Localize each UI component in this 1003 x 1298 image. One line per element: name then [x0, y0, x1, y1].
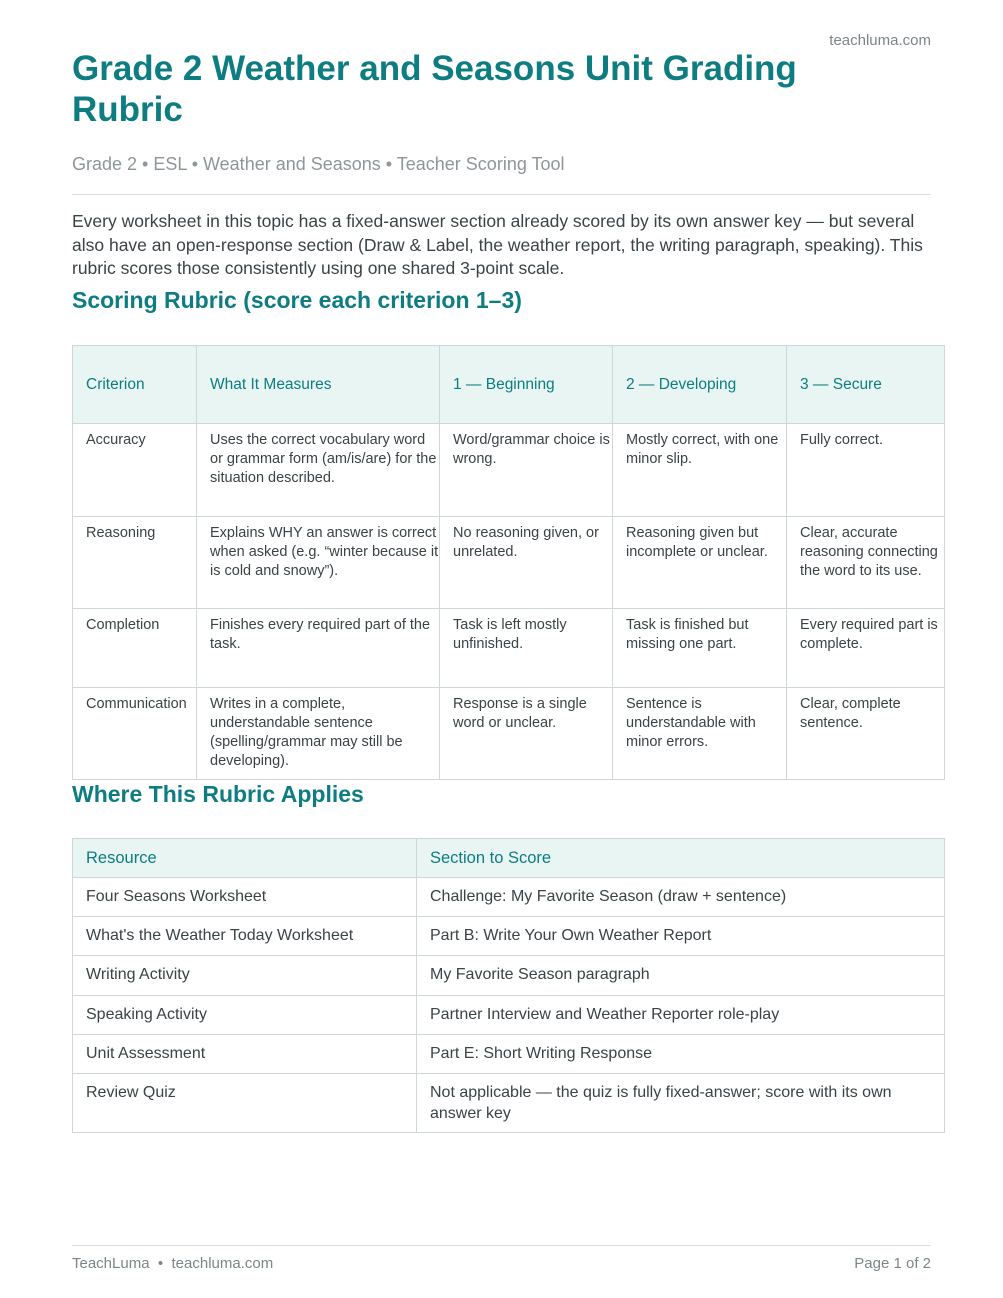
- site-url: teachluma.com: [829, 32, 931, 49]
- secure-cell: Every required part is complete.: [787, 609, 945, 688]
- rubric-col-beginning: 1 — Beginning: [440, 346, 613, 424]
- beginning-cell: No reasoning given, or unrelated.: [440, 517, 613, 609]
- section-cell: Part B: Write Your Own Weather Report: [417, 917, 945, 956]
- footer-divider: [72, 1245, 931, 1246]
- developing-cell: Mostly correct, with one minor slip.: [613, 424, 787, 517]
- secure-cell: Fully correct.: [787, 424, 945, 517]
- intro-paragraph: Every worksheet in this topic has a fixed-answer section already scored by its own answer key — but several also have an open-response section (Draw & Label, the weather report, the writing paragraph, speaking). This rubric scores those consistently using one shared 3-point scale.: [72, 211, 923, 278]
- criterion-cell: Reasoning: [73, 517, 197, 609]
- resource-cell: Speaking Activity: [73, 996, 417, 1035]
- section-cell: Challenge: My Favorite Season (draw + sentence): [417, 878, 945, 917]
- measures-cell: Explains WHY an answer is correct when asked (e.g. “winter because it is cold and snowy”).: [197, 517, 440, 609]
- section-cell: Part E: Short Writing Response: [417, 1035, 945, 1074]
- secure-cell: Clear, accurate reasoning connecting the word to its use.: [787, 517, 945, 609]
- table-row: [73, 688, 945, 780]
- rubric-header-row: [73, 346, 945, 424]
- resource-cell: Unit Assessment: [73, 1035, 417, 1074]
- developing-cell: Reasoning given but incomplete or unclear.: [613, 517, 787, 609]
- footer-brand: [72, 1255, 273, 1272]
- footer-separator: •: [157, 1255, 164, 1272]
- resource-cell: What's the Weather Today Worksheet: [73, 917, 417, 956]
- table-row: [73, 956, 945, 996]
- section-cell: My Favorite Season paragraph: [417, 956, 945, 996]
- page-number: Page 1 of 2: [854, 1255, 931, 1272]
- developing-cell: Task is finished but missing one part.: [613, 609, 787, 688]
- table-row: [73, 517, 945, 609]
- table-row: [73, 917, 945, 956]
- section-cell: Not applicable — the quiz is fully fixed-answer; score with its own answer key: [417, 1074, 945, 1133]
- applies-col-resource: Resource: [73, 839, 417, 878]
- measures-cell: Writes in a complete, understandable sentence (spelling/grammar may still be developing).: [197, 688, 440, 780]
- header-divider: [72, 194, 931, 195]
- table-row: [73, 1035, 945, 1074]
- beginning-cell: Word/grammar choice is wrong.: [440, 424, 613, 517]
- resource-cell: Review Quiz: [73, 1074, 417, 1133]
- criterion-cell: Completion: [73, 609, 197, 688]
- secure-cell: Clear, complete sentence.: [787, 688, 945, 780]
- beginning-cell: Response is a single word or unclear.: [440, 688, 613, 780]
- page-title: Grade 2 Weather and Seasons Unit Grading Rubric: [72, 49, 797, 129]
- table-row: [73, 878, 945, 917]
- table-row: [73, 996, 945, 1035]
- beginning-cell: Task is left mostly unfinished.: [440, 609, 613, 688]
- applies-table: [72, 838, 945, 1133]
- applies-header-row: [73, 839, 945, 878]
- developing-cell: Sentence is understandable with minor errors.: [613, 688, 787, 780]
- rubric-col-developing: 2 — Developing: [613, 346, 787, 424]
- measures-cell: Uses the correct vocabulary word or grammar form (am/is/are) for the situation described.: [197, 424, 440, 517]
- measures-cell: Finishes every required part of the task.: [197, 609, 440, 688]
- table-row: [73, 424, 945, 517]
- applies-col-section: Section to Score: [417, 839, 945, 878]
- resource-cell: Writing Activity: [73, 956, 417, 996]
- table-row: [73, 1074, 945, 1133]
- applies-heading: Where This Rubric Applies: [72, 781, 364, 807]
- page-subtitle: Grade 2 • ESL • Weather and Seasons • Teacher Scoring Tool: [72, 154, 565, 174]
- resource-cell: Four Seasons Worksheet: [73, 878, 417, 917]
- rubric-col-measures: What It Measures: [197, 346, 440, 424]
- rubric-col-secure: 3 — Secure: [787, 346, 945, 424]
- section-cell: Partner Interview and Weather Reporter role-play: [417, 996, 945, 1035]
- footer-brand-name: TeachLuma: [72, 1255, 150, 1272]
- footer-site-link[interactable]: teachluma.com: [171, 1255, 274, 1272]
- criterion-cell: Accuracy: [73, 424, 197, 517]
- rubric-table: [72, 345, 945, 780]
- criterion-cell: Communication: [73, 688, 197, 780]
- table-row: [73, 609, 945, 688]
- rubric-col-criterion: Criterion: [73, 346, 197, 424]
- rubric-heading: Scoring Rubric (score each criterion 1–3): [72, 287, 522, 313]
